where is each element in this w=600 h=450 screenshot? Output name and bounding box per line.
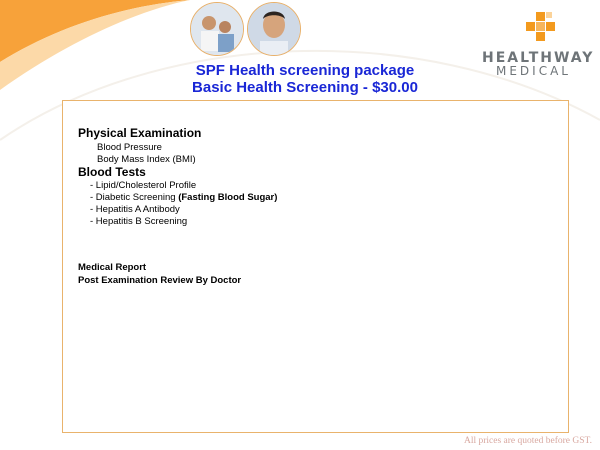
doctor-with-patient-photo	[190, 2, 244, 56]
package-price-title: Basic Health Screening - $30.00	[192, 79, 418, 96]
list-item: Body Mass Index (BMI)	[97, 154, 196, 165]
medical-report-label: Medical Report	[78, 262, 147, 273]
list-item: - Diabetic Screening (Fasting Blood Sugar)	[90, 192, 278, 203]
list-item: - Lipid/Cholesterol Profile	[90, 180, 197, 191]
list-item: Blood Pressure	[97, 142, 162, 153]
logo-wordmark: HEALTHWAY	[482, 50, 595, 66]
logo-subtitle: MEDICAL	[496, 64, 571, 78]
gst-footnote: All prices are quoted before GST.	[463, 436, 592, 446]
page-title: SPF Health screening package	[195, 62, 415, 79]
post-exam-review-label: Post Examination Review By Doctor	[78, 275, 242, 286]
blood-tests-heading: Blood Tests	[78, 165, 146, 179]
logo-squares-icon	[526, 12, 556, 42]
list-item: - Hepatitis B Screening	[90, 216, 188, 227]
list-item: - Hepatitis A Antibody	[90, 204, 180, 215]
smiling-man-photo	[247, 2, 301, 56]
physical-examination-heading: Physical Examination	[78, 126, 202, 140]
